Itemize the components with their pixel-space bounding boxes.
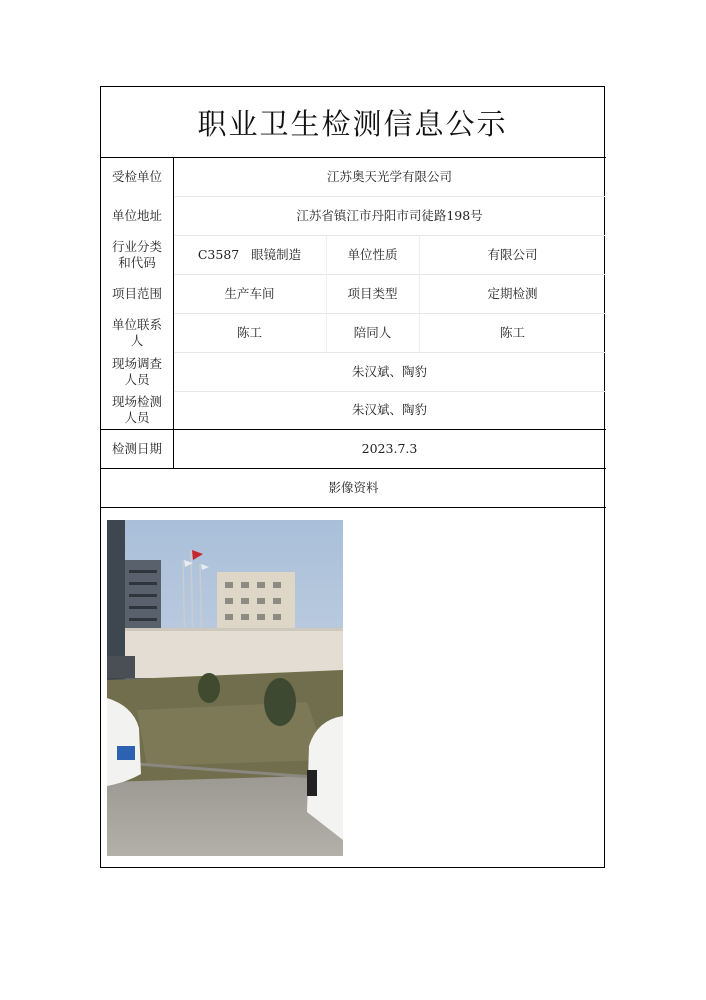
label-industry: 行业分类 和代码	[111, 238, 162, 270]
image-section-label: 影像资料	[328, 479, 379, 495]
value-accompany: 陈工	[499, 324, 525, 340]
label-unit-address: 单位地址	[111, 207, 162, 223]
disclosure-form	[100, 86, 605, 868]
label-inspected-unit: 受检单位	[111, 168, 162, 184]
site-photo	[107, 520, 343, 856]
value-contact: 陈工	[236, 324, 262, 340]
value-unit-nature: 有限公司	[487, 246, 538, 262]
value-unit-address: 江苏省镇江市丹阳市司徒路198号	[296, 207, 483, 223]
value-test-date: 2023.7.3	[361, 440, 418, 456]
label-unit-nature: 单位性质	[347, 246, 398, 262]
label-contact: 单位联系 人	[111, 316, 162, 348]
label-project-scope: 项目范围	[111, 285, 162, 301]
value-test-staff: 朱汉斌、陶豹	[351, 402, 427, 417]
divider	[101, 507, 606, 508]
label-survey-staff: 现场调查 人员	[111, 355, 162, 387]
label-accompany: 陪同人	[353, 324, 392, 340]
label-test-staff: 现场检测 人员	[111, 394, 162, 425]
value-inspected-unit: 江苏奥天光学有限公司	[326, 168, 452, 184]
form-title: 职业卫生检测信息公示	[197, 106, 508, 141]
value-project-type: 定期检测	[487, 285, 538, 301]
label-project-type: 项目类型	[347, 285, 398, 301]
value-industry: C3587 眼镜制造	[197, 246, 302, 262]
value-survey-staff: 朱汉斌、陶豹	[351, 363, 427, 379]
value-project-scope: 生产车间	[224, 285, 275, 301]
label-test-date: 检测日期	[111, 440, 162, 456]
